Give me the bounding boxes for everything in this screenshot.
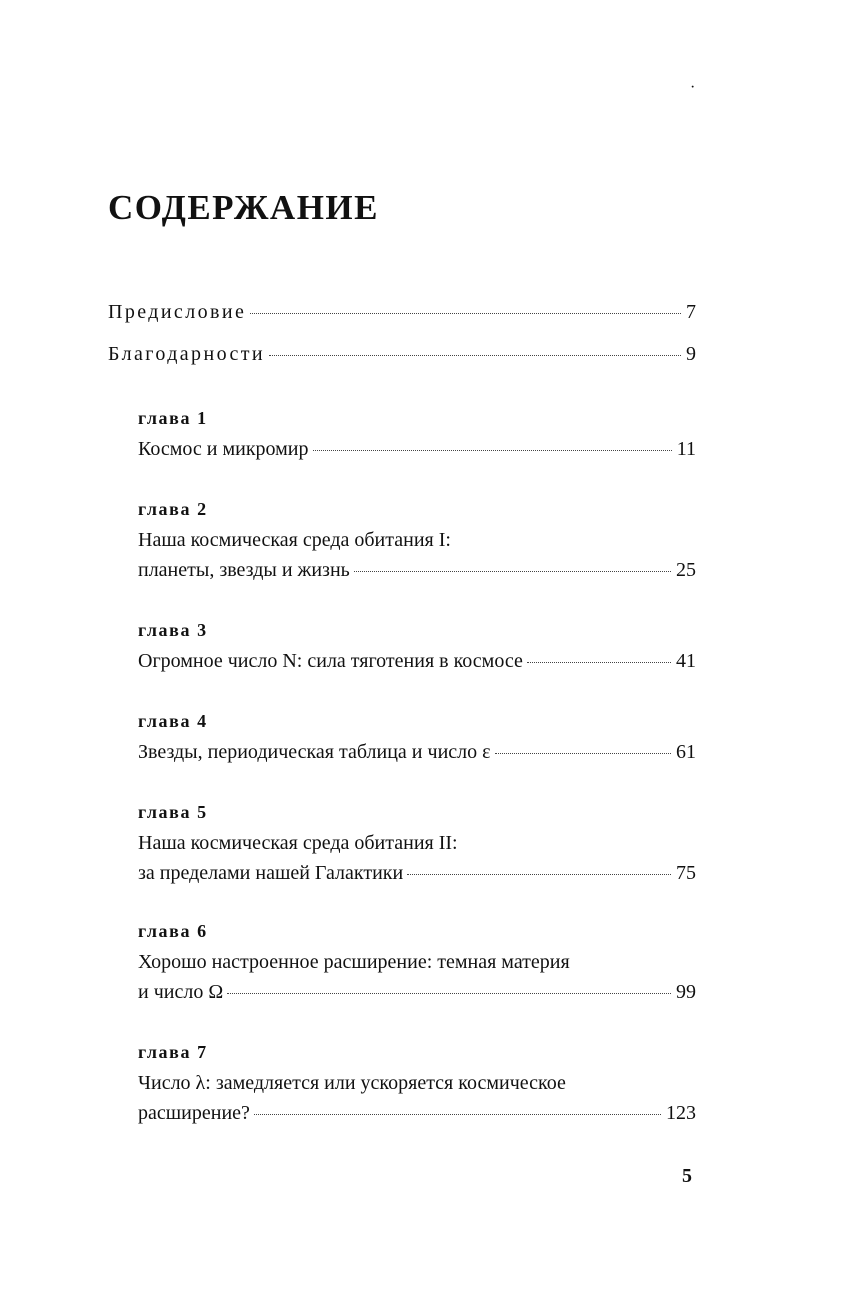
toc-entry-page: 123 [666, 1102, 696, 1124]
toc-entry-title-line[interactable]: Наша космическая среда обитания I: [138, 529, 451, 551]
toc-entry-page: 7 [686, 301, 696, 323]
toc-entry-label: Космос и микромир [138, 438, 309, 460]
chapter-heading: глава 7 [138, 1042, 208, 1062]
toc-entry-title-line[interactable]: Хорошо настроенное расширение: темная материя [138, 951, 570, 973]
toc-entry-label: за пределами нашей Галактики [138, 862, 404, 884]
toc-entry-page: 41 [676, 650, 696, 672]
toc-entry-chapter-5[interactable] [138, 861, 696, 885]
toc-entry-label: Благодарности [108, 343, 265, 365]
chapter-heading: глава 5 [138, 802, 208, 822]
toc-entry-chapter-3[interactable] [138, 649, 696, 673]
dot-leader [495, 753, 671, 754]
toc-entry-page: 9 [686, 343, 696, 365]
chapter-heading: глава 1 [138, 408, 208, 428]
toc-entry-title-line[interactable]: Число λ: замедляется или ускоряется космическое [138, 1072, 566, 1094]
toc-entry-label: Огромное число N: сила тяготения в космосе [138, 650, 523, 672]
toc-entry-chapter-2[interactable] [138, 558, 696, 582]
chapter-heading: глава 6 [138, 921, 208, 941]
dot-leader [269, 355, 681, 356]
toc-entry-label: Предисловие [108, 301, 247, 323]
dot-leader [254, 1114, 661, 1115]
page-number: 5 [682, 1165, 692, 1187]
toc-entry-chapter-4[interactable] [138, 740, 696, 764]
chapter-heading: глава 4 [138, 711, 208, 731]
corner-mark: · [690, 79, 696, 96]
toc-title: СОДЕРЖАНИЕ [108, 188, 380, 227]
toc-entry-title-line[interactable]: Наша космическая среда обитания II: [138, 832, 458, 854]
toc-entry-label: расширение? [138, 1102, 250, 1124]
toc-entry-chapter-1[interactable] [138, 437, 696, 461]
toc-entry-label: и число Ω [138, 981, 224, 1003]
dot-leader [250, 313, 681, 314]
toc-entry-chapter-7[interactable] [138, 1101, 696, 1125]
toc-entry-acknowledgements[interactable] [108, 342, 696, 366]
toc-entry-preface[interactable] [108, 300, 696, 324]
toc-entry-label: планеты, звезды и жизнь [138, 559, 350, 581]
dot-leader [227, 993, 671, 994]
chapter-heading: глава 2 [138, 499, 208, 519]
toc-entry-label: Звезды, периодическая таблица и число ε [138, 741, 491, 763]
toc-entry-chapter-6[interactable] [138, 980, 696, 1004]
toc-entry-page: 61 [676, 741, 696, 763]
toc-entry-page: 25 [676, 559, 696, 581]
dot-leader [527, 662, 671, 663]
dot-leader [354, 571, 671, 572]
toc-entry-page: 99 [676, 981, 696, 1003]
toc-entry-page: 75 [676, 862, 696, 884]
toc-entry-page: 11 [676, 438, 696, 460]
dot-leader [407, 874, 671, 875]
dot-leader [313, 450, 672, 451]
chapter-heading: глава 3 [138, 620, 208, 640]
